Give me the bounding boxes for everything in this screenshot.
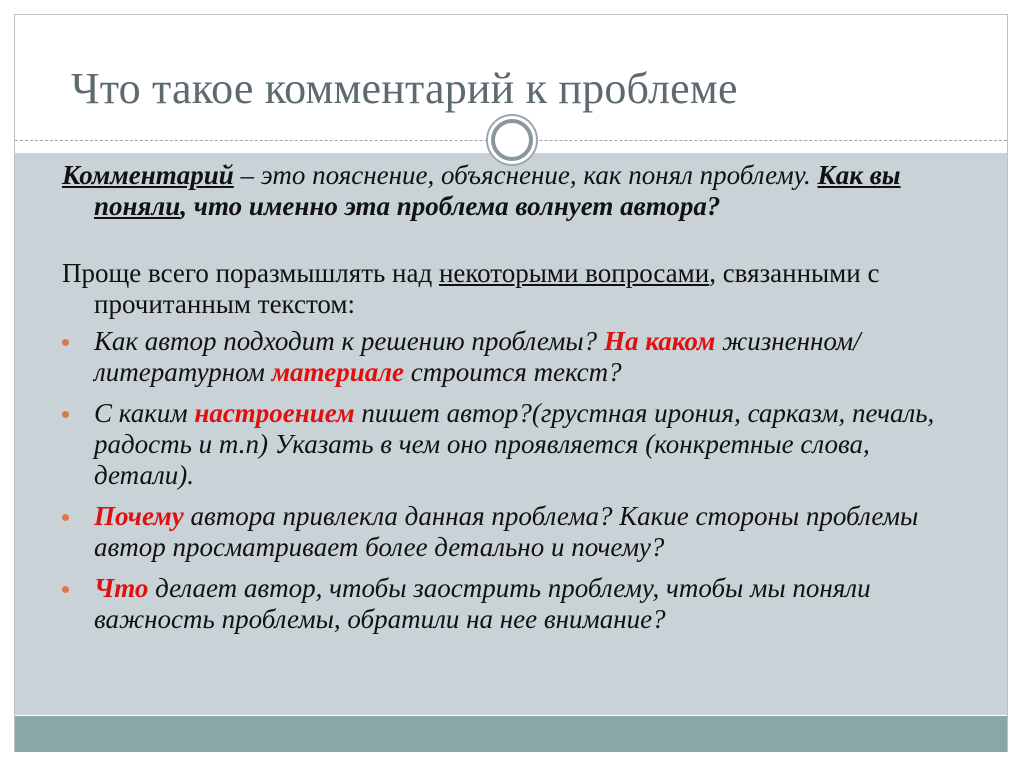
bullet-highlight: материале — [271, 357, 405, 387]
slide-title: Что такое комментарий к проблеме — [71, 64, 738, 113]
definition-text: – это пояснение, объяснение, как понял проблему. — [233, 160, 818, 190]
bullet-dot-icon — [62, 514, 69, 521]
circle-ornament-icon — [485, 113, 539, 167]
list-item — [62, 573, 962, 635]
intro-text-1: Проще всего поразмышлять над — [62, 258, 439, 288]
question-list — [62, 326, 962, 635]
bullet-text: делает автор, чтобы заострить проблему, чтобы мы поняли важность проблемы, обратили на нее внимание? — [94, 573, 871, 634]
bullet-text: пишет автор?(грустная ирония, сарказм, печаль, радость и т.п) Указать в чем оно проявляется (конкретные слова, детали). — [94, 398, 935, 490]
list-item — [62, 398, 962, 491]
bullet-highlight: настроением — [194, 398, 355, 428]
bullet-text: строится текст? — [404, 357, 622, 387]
definition-question-underlined: Как вы поняли — [94, 160, 901, 221]
bullet-highlight: На каком — [603, 326, 716, 356]
definition-question-rest: , что именно эта проблема волнует автора? — [180, 191, 721, 221]
bullet-highlight: Почему — [94, 501, 184, 531]
footer-band — [15, 716, 1007, 752]
bullet-text: Как автор подходит к решению проблемы? — [94, 326, 604, 356]
bullet-text: жизненном/литературном — [94, 326, 861, 387]
intro-underlined: некоторыми вопросами — [438, 258, 710, 288]
bullet-highlight: Что — [94, 573, 149, 603]
bullet-text: С каким — [94, 398, 195, 428]
intro-text-2: , связанными с прочитанным текстом: — [94, 258, 880, 319]
bullet-text: автора привлекла данная проблема? Какие стороны проблемы автор просматривает более детально и почему? — [94, 501, 919, 562]
bullet-dot-icon — [62, 586, 69, 593]
list-item — [62, 501, 962, 563]
slide-body — [62, 160, 962, 645]
intro-paragraph — [62, 258, 962, 320]
bullet-dot-icon — [62, 339, 69, 346]
definition-term: Комментарий — [62, 160, 234, 190]
definition-paragraph — [62, 160, 962, 222]
bullet-dot-icon — [62, 411, 69, 418]
list-item — [62, 326, 962, 388]
